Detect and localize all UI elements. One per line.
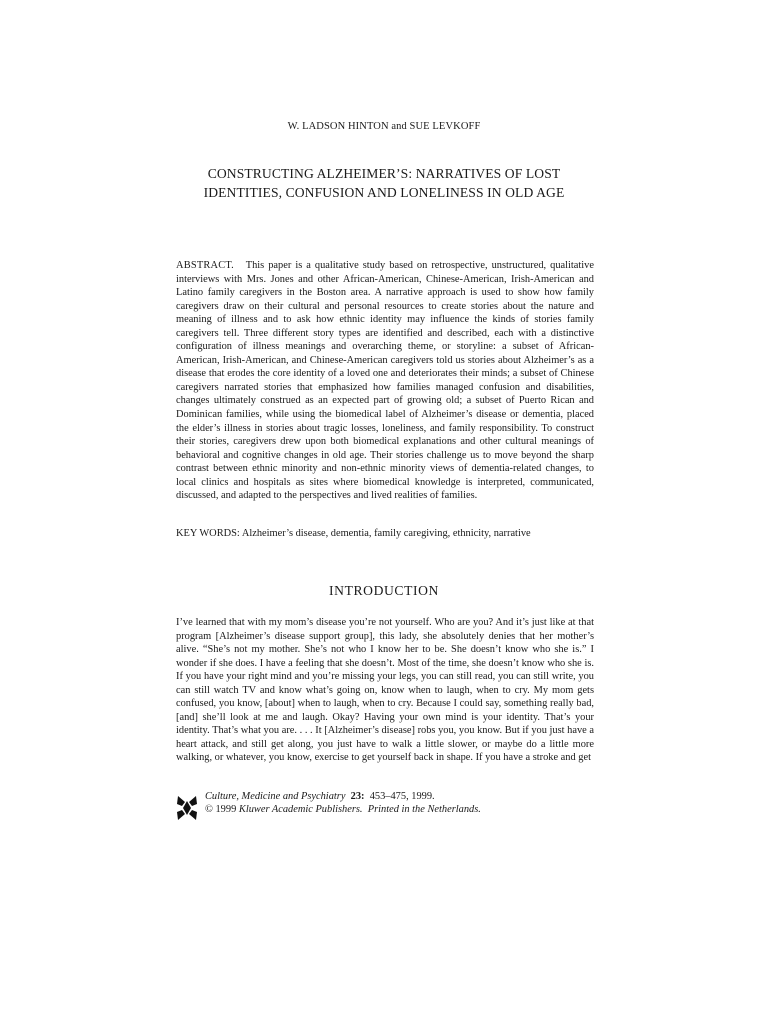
printed-location: Printed in the Netherlands.: [367, 804, 481, 815]
abstract-text: This paper is a qualitative study based on retrospective, unstructured, qualitative interviews with Mrs. Jones and other African-American, Chinese-American, Irish-American and Latino family caregivers in the Boston area. A narrative approach is used to show how family caregivers draw on their cultural and personal resources to create stories about the nature and meaning of illness and to ask how ethnic identity may influence the kinds of stories family caregivers tell. Three different story types are identified and described, each with a distinctive configuration of illness meanings and overarching theme, or storyline: a subset of African-American, Irish-American, and Chinese-American caregivers told us stories about Alzheimer’s as a disease that erodes the core identity of a loved one and deteriorates their minds; a subset of Chinese caregivers narrated stories that emphasized how families managed confusion and disabilities, changes ultimately construed as an expected part of growing old; a subset of Puerto Rican and Dominican families, while using the biomedical label of Alzheimer’s disease or dementia, placed the elder’s illness in stories about tragic losses, loneliness, and family responsibility. To construct their stories, caregivers drew upon both biomedical explanations and other cultural meanings of behavioral and cognitive changes in old age. Their stories challenge us to move beyond the sharp contrast between ethnic minority and non-ethnic minority views of dementia-related changes, to local clinics and hospitals as sites where biomedical knowledge is interpreted, communicated, discussed, and adapted to the perspectives and lived realities of families.: [176, 260, 594, 502]
title-line-2: IDENTITIES, CONFUSION AND LONELINESS IN OLD AGE: [203, 185, 565, 200]
keywords-text: Alzheimer’s disease, dementia, family caregiving, ethnicity, narrative: [241, 528, 531, 539]
journal-pages-year: 453–475, 1999.: [369, 791, 435, 802]
author-line: W. LADSON HINTON and SUE LEVKOFF: [287, 121, 481, 132]
article-title: [150, 164, 618, 202]
citation-block: [205, 790, 481, 816]
page-footer: [176, 790, 594, 822]
section-heading-introduction: INTRODUCTION: [329, 583, 439, 598]
publisher-name: Kluwer Academic Publishers.: [238, 804, 363, 815]
keywords: [176, 527, 594, 541]
keywords-label: KEY WORDS:: [176, 528, 240, 539]
copyright-line: [205, 803, 481, 816]
title-line-1: CONSTRUCTING ALZHEIMER’S: NARRATIVES OF LOST: [207, 166, 561, 181]
journal-name: Culture, Medicine and Psychiatry: [205, 791, 346, 802]
publisher-logo-icon: [176, 795, 198, 821]
citation-line: [205, 790, 481, 803]
introduction-quote: I’ve learned that with my mom’s disease you’re not yourself. Who are you? And it’s just like at that program [Alzheimer’s disease support group], this lady, she absolutely denies that her mother’s alive. “She’s not my mother. She’s not who I know her to be. She doesn’t know who she is.” I wonder if she does. I have a feeling that she doesn’t. Most of the time, she doesn’t know who she is. If you have your right mind and you’re missing your legs, you can still read, you can still write, you can still watch TV and know what’s going on, know when to laugh, when to cry. My mom gets confused, you know, [about] when to laugh, when to cry. Because I could say, something really bad, [and] she’ll look at me and laugh. Okay? Having your own mind is your identity. That’s your identity. That’s what you are. . . . It [Alzheimer’s disease] robs you, you know. But if you just have a heart attack, and still get along, you just have to walk a little slower, or maybe do a little more walking, or whatever, you know, exercise to get yourself back in shape. If you have a stroke and get: [176, 617, 594, 764]
journal-volume: 23:: [350, 791, 365, 802]
copyright-year: © 1999: [205, 804, 237, 815]
abstract-label: ABSTRACT.: [176, 260, 234, 271]
abstract: [176, 259, 594, 503]
